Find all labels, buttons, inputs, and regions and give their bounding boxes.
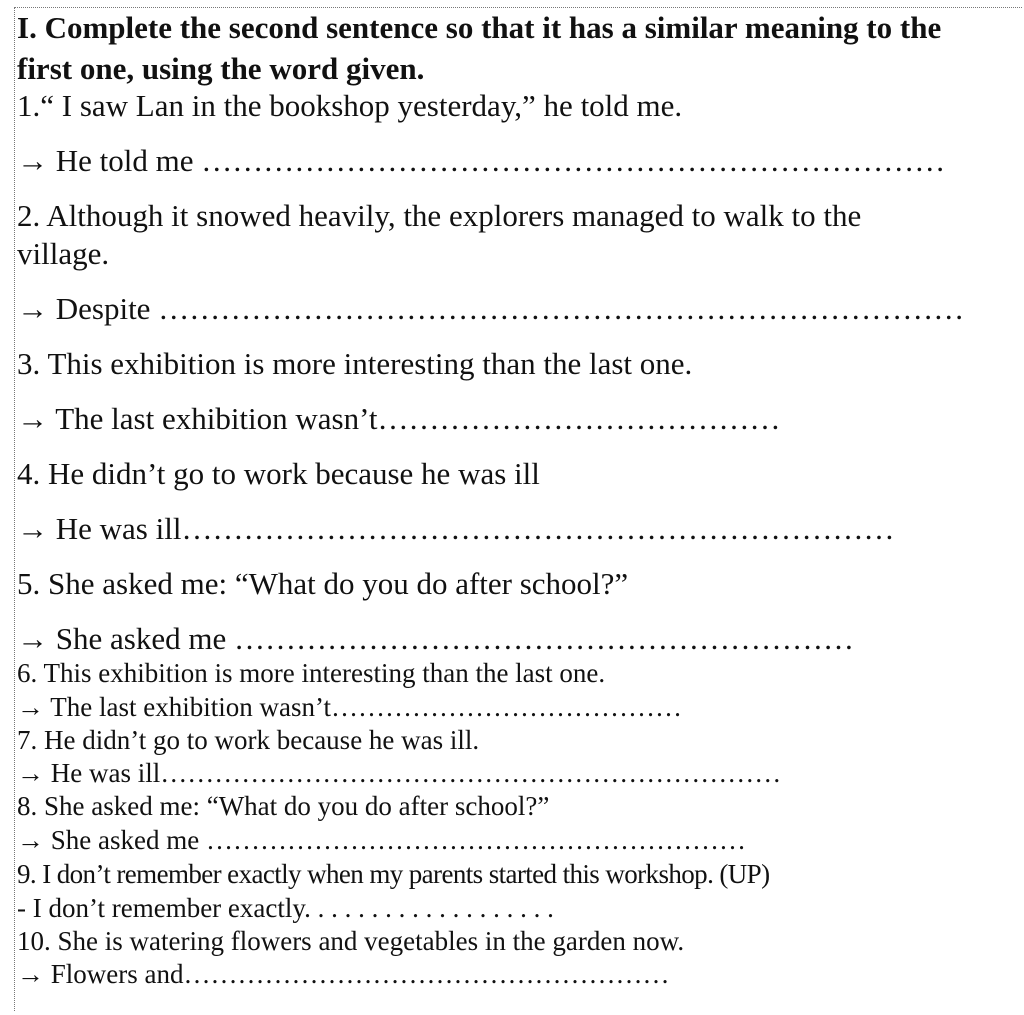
answer-10 — [17, 961, 669, 988]
arrow-icon: → — [17, 825, 44, 855]
answer-9: - I don’t remember exactly. . . . . . . . . . . . . . . . . . . — [17, 893, 554, 923]
arrow-icon: → — [17, 143, 48, 178]
arrow-icon: → — [17, 692, 44, 722]
answer-6 — [17, 694, 682, 721]
question-3: 3. This exhibition is more interesting than the last one. — [17, 346, 693, 381]
question-2-line-1: 2. Although it snowed heavily, the explorers managed to walk to the — [17, 198, 862, 233]
instruction-line-2: first one, using the word given. — [17, 51, 425, 86]
answer-1-text: He told me ……………………………………………………………… — [55, 143, 946, 178]
arrow-icon: → — [17, 511, 48, 546]
arrow-icon: → — [17, 959, 44, 989]
arrow-icon: → — [17, 401, 48, 436]
question-7: 7. He didn’t go to work because he was ill. — [17, 725, 480, 755]
answer-5 — [17, 623, 854, 654]
answer-2-text: Despite …………………………………………………………………… — [55, 291, 965, 326]
question-5: 5. She asked me: “What do you do after school?” — [17, 566, 629, 601]
question-4: 4. He didn’t go to work because he was ill — [17, 456, 540, 491]
arrow-icon: → — [17, 758, 44, 788]
answer-7-text: He was ill…………………………………………………………… — [50, 758, 782, 788]
top-border — [14, 7, 1022, 8]
question-8: 8. She asked me: “What do you do after school?” — [17, 791, 550, 821]
answer-2 — [17, 293, 964, 324]
question-10: 10. She is watering flowers and vegetables in the garden now. — [17, 926, 685, 956]
answer-3 — [17, 403, 781, 434]
question-9: 9. I don’t remember exactly when my parents started this workshop. (UP) — [17, 859, 770, 889]
arrow-icon: → — [17, 291, 48, 326]
arrow-icon: → — [17, 621, 48, 656]
answer-5-text: She asked me …………………………………………………… — [55, 621, 854, 656]
question-6: 6. This exhibition is more interesting than the last one. — [17, 658, 606, 688]
answer-4 — [17, 513, 894, 544]
instruction-line-1: I. Complete the second sentence so that it has a similar meaning to the — [17, 10, 942, 45]
answer-8-text: She asked me …………………………………………………… — [50, 825, 746, 855]
answer-4-text: He was ill…………………………………………………………… — [55, 511, 895, 546]
answer-1 — [17, 145, 945, 176]
answer-7 — [17, 760, 781, 787]
answer-3-text: The last exhibition wasn’t………………………………… — [55, 401, 781, 436]
question-1: 1.“ I saw Lan in the bookshop yesterday,” he told me. — [17, 88, 683, 123]
answer-10-text: Flowers and……………………………………………… — [50, 959, 670, 989]
answer-8 — [17, 827, 746, 854]
answer-6-text: The last exhibition wasn’t………………………………… — [50, 692, 682, 722]
left-border — [14, 7, 15, 1011]
question-2-line-2: village. — [17, 236, 110, 271]
